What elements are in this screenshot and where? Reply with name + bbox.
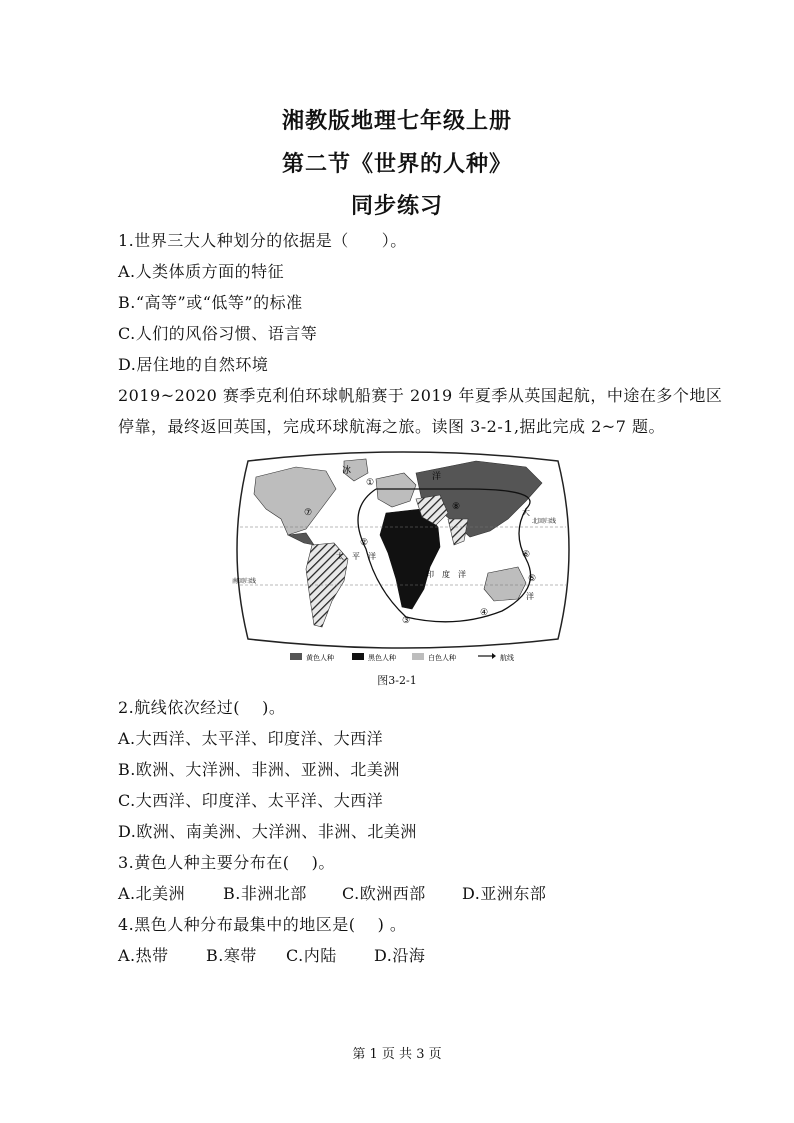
- q3-option-d: D.亚洲东部: [462, 884, 547, 903]
- q1-option-a: A.人类体质方面的特征: [118, 262, 285, 281]
- label-bing: 冰: [342, 465, 352, 475]
- q3-option-b: B.非洲北部: [223, 884, 307, 903]
- q3-stem: 3.黄色人种主要分布在( )。: [118, 853, 335, 872]
- q4-option-b: B.寒带: [206, 946, 257, 965]
- subtitle: 同步练习: [350, 193, 443, 219]
- label-atlantic: 大: [522, 508, 530, 517]
- q2-option-d: D.欧洲、南美洲、大洋洲、非洲、北美洲: [118, 822, 417, 841]
- q2-option-a: A.大西洋、太平洋、印度洋、大西洋: [118, 729, 384, 748]
- label-indian: 印 度 洋: [426, 570, 466, 579]
- map-caption: 图3-2-1: [377, 674, 417, 687]
- marker-4: ④: [480, 608, 489, 618]
- q4-option-a: A.热带: [118, 946, 169, 965]
- passage-line-2: 停靠，最终返回英国，完成环球航海之旅。读图 3-2-1,据此完成 2~7 题。: [118, 417, 665, 436]
- q3-options: [118, 881, 546, 904]
- passage-line-1: 2019~2020 赛季克利伯环球帆船赛于 2019 年夏季从英国起航，中途在多个地区: [118, 386, 723, 405]
- page-footer: 第 1 页 共 3 页: [352, 1047, 442, 1062]
- q1-option-d: D.居住地的自然环境: [118, 355, 269, 374]
- legend-white: 白色人种: [428, 654, 456, 662]
- q4-options: [118, 943, 425, 966]
- q2-option-b: B.欧洲、大洋洲、非洲、亚洲、北美洲: [118, 760, 400, 779]
- marker-6: ⑥: [522, 550, 531, 560]
- label-yang-n: 洋: [432, 471, 442, 481]
- marker-8: ⑧: [452, 502, 461, 512]
- marker-2: ②: [360, 538, 369, 548]
- q4-stem: 4.黑色人种分布最集中的地区是( ) 。: [118, 915, 407, 934]
- legend-yellow: 黄色人种: [306, 654, 334, 662]
- world-race-map: [226, 449, 580, 669]
- marker-1: ①: [366, 478, 375, 488]
- label-atlantic-s: 洋: [526, 592, 534, 601]
- map-svg: [226, 449, 580, 669]
- q2-option-c: C.大西洋、印度洋、太平洋、大西洋: [118, 791, 384, 810]
- marker-5: ⑤: [528, 574, 537, 584]
- q4-option-c: C.内陆: [286, 946, 337, 965]
- legend-route: 航线: [500, 654, 514, 662]
- q3-option-a: A.北美洲: [118, 884, 186, 903]
- label-pacific: 太 平 洋: [336, 552, 376, 561]
- marker-7: ⑦: [304, 508, 313, 518]
- section-title: 第二节《世界的人种》: [281, 151, 512, 177]
- legend-black: 黑色人种: [368, 654, 396, 662]
- q3-option-c: C.欧洲西部: [342, 884, 426, 903]
- q1-option-c: C.人们的风俗习惯、语言等: [118, 324, 318, 343]
- q4-option-d: D.沿海: [374, 946, 426, 965]
- marker-3: ③: [402, 616, 411, 626]
- q1-stem: 1.世界三大人种划分的依据是（ ）。: [118, 231, 407, 250]
- q1-option-b: B.“高等”或“低等”的标准: [118, 293, 303, 312]
- label-nhg: 北回归线: [532, 519, 557, 525]
- label-shg: 南回归线: [232, 579, 257, 585]
- q2-stem: 2.航线依次经过( )。: [118, 698, 286, 717]
- doc-title: 湘教版地理七年级上册: [281, 108, 512, 134]
